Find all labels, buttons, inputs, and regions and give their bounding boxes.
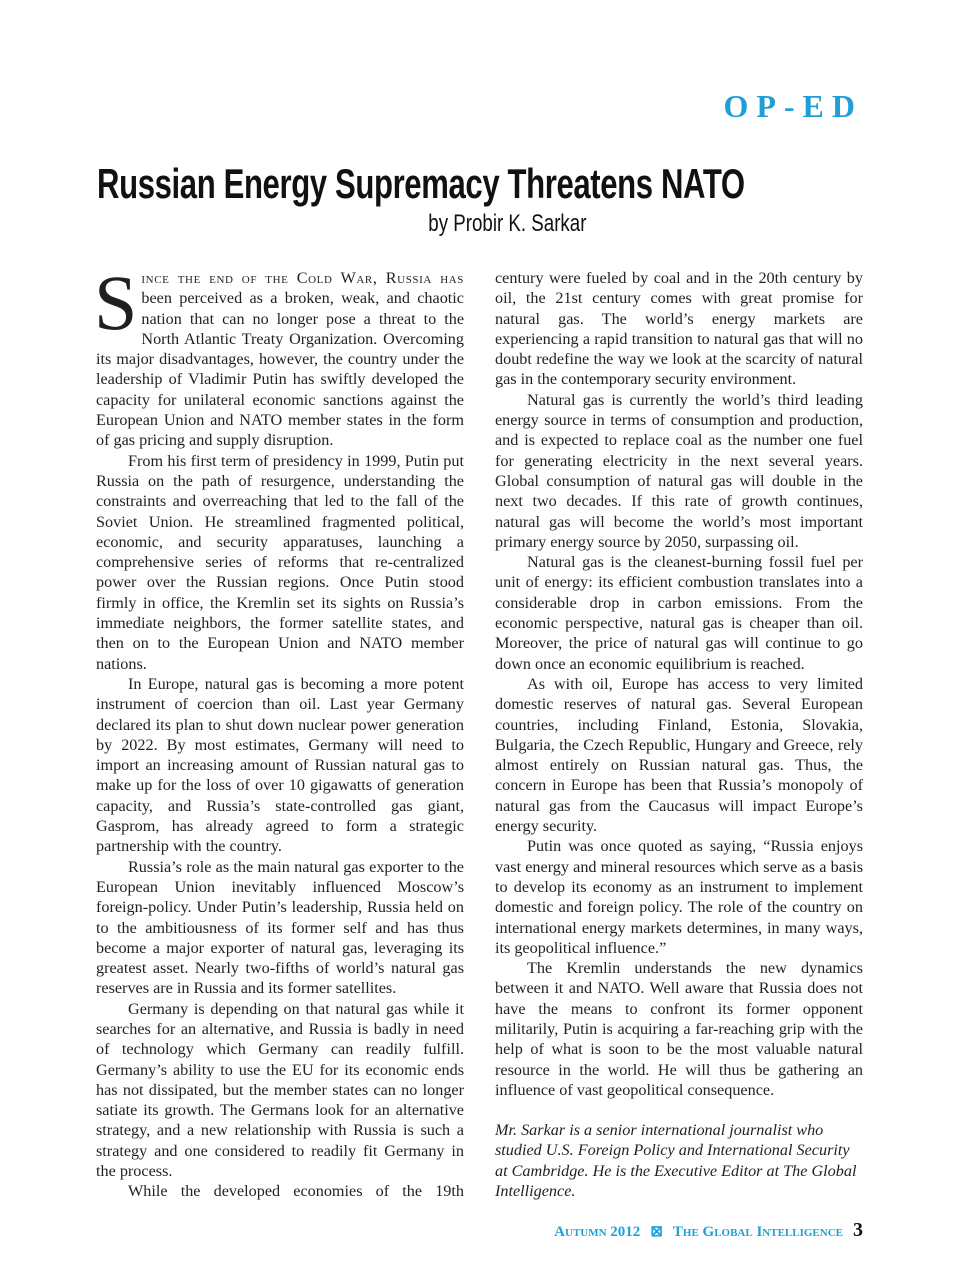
left-column [94, 259, 464, 1202]
lead-in: ince the end of the Cold War, Russia has [141, 269, 464, 287]
drop-cap: S [94, 259, 138, 346]
page-number: 3 [853, 1219, 863, 1241]
paragraph: In Europe, natural gas is becoming a more potent instrument of coercion than oil. Last year Germany declared its plan to shut down nuclear power generation by 2022. By most estimates, Germany will need to import an increasing amount of Russian natural gas to make up for the loss of over 10 gigawatts of generation capacity, and Russia’s state-controlled gas giant, Gasprom, has already agreed to form a strategic partnership with the country. [96, 674, 464, 856]
footer-separator: ⊠ [650, 1224, 663, 1240]
paragraph: As with oil, Europe has access to very limited domestic reserves of natural gas. Several European countries, including Finland, Estonia, Slovakia, Bulgaria, the Czech Republic, Hungary and Greece, rely almost entirely on Russian natural gas. Thus, the concern in Europe has been that Russia’s monopoly of natural gas from the Caucasus will impact Europe’s energy security. [495, 674, 863, 836]
paragraph: Natural gas is the cleanest-burning fossil fuel per unit of energy: its efficient combustion translates into a considerable drop in carbon emissions. From the economic perspective, natural gas is cheaper than oil. Moreover, the price of natural gas will continue to go down once an economic equilibrium is reached. [495, 553, 863, 673]
paragraph: Russia’s role as the main natural gas exporter to the European Union inevitably influenced Moscow’s foreign-policy. Under Putin’s leadership, Russia held on to the ambitiousness of its former self and has thus become a major exporter of natural gas, leveraging its greatest asset. Nearly two-fifths of world’s natural gas reserves are in Russia and its former satellites. [96, 857, 464, 998]
paragraph: century were fueled by coal and in the 20th century by oil, the 21st century comes with great promise for natural gas. The world’s energy markets are experiencing a rapid transition to natural gas that will no doubt redefine the way we look at the scarcity of natural gas in the contemporary security environment. [495, 269, 863, 389]
paragraph: While the developed economies of the 19th [128, 1182, 464, 1201]
byline: by Probir K. Sarkar [428, 210, 587, 237]
paragraph: From his first term of presidency in 1999, Putin put Russia on the path of resurgence, understanding the constraints and overreaching that led to the fall of the Soviet Union. He streamlined fragmented political, economic, and security apparatuses, launching a comprehensive series of reforms that re-centralized power over the Russian regions. Once Putin stood firmly in office, the Kremlin set its sights on Russia’s immediate neighbors, the former satellite states, and then on to the European Union and NATO member nations. [96, 451, 464, 673]
section-label: OP-ED [723, 88, 863, 124]
byline-container [0, 210, 959, 238]
author-bio: Mr. Sarkar is a senior international journalist who studied U.S. Foreign Policy and International Security at Cambridge. He is the Executive Editor at The Global Intelligence. [495, 1121, 857, 1201]
paragraph: Natural gas is currently the world’s third leading energy source in terms of consumption and production, and is expected to replace coal as the number one fuel for generating electricity in the next several years. Global consumption of natural gas will double in the next two decades. If this rate of growth continues, natural gas will become the world’s most important primary energy source by 2050, surpassing oil. [495, 390, 863, 551]
footer-publication: The Global Intelligence [672, 1224, 843, 1240]
footer-issue: Autumn 2012 [554, 1224, 641, 1240]
article-title: Russian Energy Supremacy Threatens NATO [97, 160, 745, 207]
paragraph-text: been perceived as a broken, weak, and chaotic nation that can no longer pose a threat to the North Atlantic Treaty Organization. Overcoming its major disadvantages, however, the country under the leadership of Vladimir Putin has swiftly developed the capacity for unilateral economic sanctions against the European Union and NATO member states in the form of gas pricing and supply disruption. [96, 289, 464, 450]
paragraph: The Kremlin understands the new dynamics between it and NATO. Well aware that Russia does not have the means to confront its former opponent militarily, Putin is acquiring a far-reaching grip with the help of what is soon to be the most valuable natural resource in the world. He will thus be gathering an influence of vast geopolitical consequence. [495, 959, 863, 1099]
right-column [495, 268, 863, 1201]
paragraph: Germany is depending on that natural gas while it searches for an alternative, and Russia is badly in need of technology which Germany can readily fulfill. Germany’s ability to use the EU for its economic ends has not dissipated, but the member states can no longer satiate its growth. The Germans look for an alternative strategy, and a new relationship with Russia is such a strategy and one considered to readily fit Germany in the process. [96, 999, 464, 1181]
paragraph: Putin was once quoted as saying, “Russia enjoys vast energy and mineral resources which serve as a basis to develop its economy as an instrument to implement domestic and foreign policy. The role of the country on international energy markets determines, in many ways, its geopolitical influence.” [495, 837, 863, 957]
page-footer [554, 1219, 863, 1242]
lead-paragraph [94, 259, 464, 451]
